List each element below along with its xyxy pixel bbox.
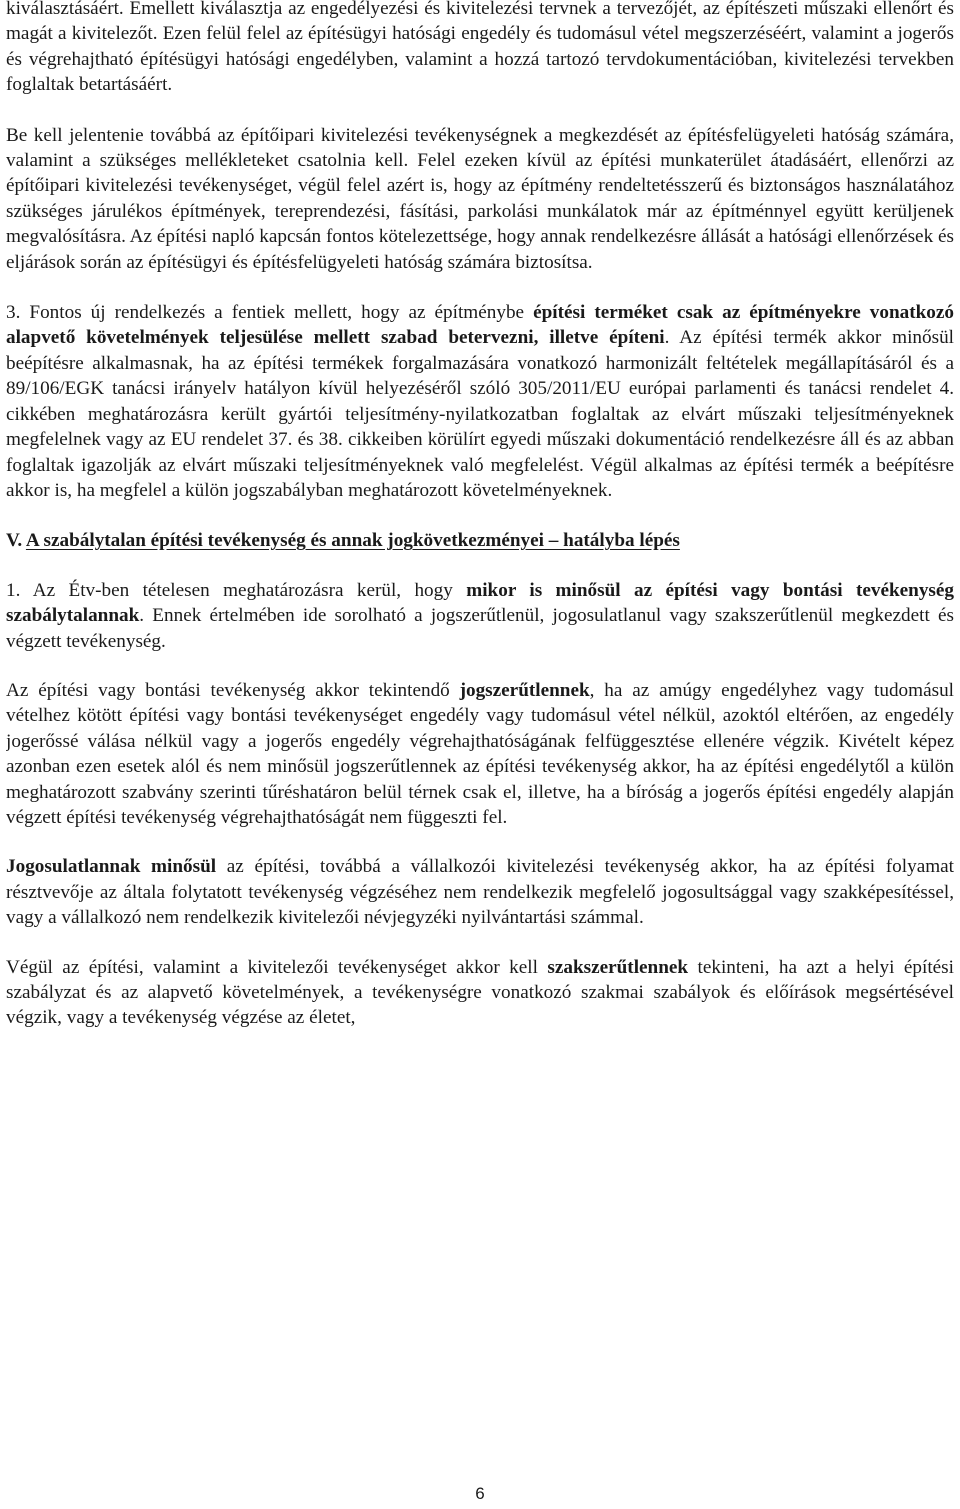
paragraph-text: 1. Az Étv-ben tételesen meghatározásra kerül, hogy [6,579,467,601]
bold-emphasis: mikor is minősül az építési vagy bontási tevékenység szabálytalannak [6,579,954,627]
paragraph-text: Végül az építési, valamint a kivitelezői tevékenységet akkor kell [6,956,548,978]
document-body [6,0,954,1055]
section-number: V. [6,530,26,552]
section-title: A szabálytalan építési tevékenység és annak jogkövetkezményei – hatályba lépés [25,530,680,552]
paragraph-text: . Az építési termék akkor minősül beépítésre alkalmasnak, ha az építési termékek forgalmazására vonatkozó harmonizált feltételek megállapításáról és a 89/106/EGK tanácsi irányelv hatályon kívül helyezéséről szóló 305/2011/EU európai parlamenti és tanácsi rendelet 4. cikkében meghatározásra került gyártói teljesítmény-nyilatkozatban foglaltak az elvárt műszaki teljesítményeknek megfelelnek vagy az EU rendelet 37. és 38. cikkeiben körülírt egyedi műszaki dokumentáció rendelkezésre áll és az abban foglaltak igazolják az elvárt műszaki teljesítményeknek való megfelelést. Végül alkalmas az építési termék a beépítésre akkor is, ha megfelel a külön jogszabályban meghatározott követelményeknek. [6,327,954,501]
paragraph-reporting-obligations [6,123,954,275]
paragraph-text: 3. Fontos új rendelkezés a fentiek mellett, hogy az építménybe [6,302,534,324]
section-heading [6,528,954,553]
page-number: 6 [475,1484,485,1503]
paragraph-intro-continued [6,0,954,98]
paragraph-unauthorized [6,854,954,930]
paragraph-text: kiválasztásáért. Emellett kiválasztja az engedélyezési és kivitelezési tervnek a tervezőjét, az építészeti műszaki ellenőrt és magát a kivitelezőt. Ezen felül felel az építésügyi hatósági engedély és tudomásul vétel megszerzéséért, valamint a jogerős és végrehajtható építésügyi hatósági engedélyben, valamint a hozzá tartozó tervdokumentációban, kivitelezési tervekben foglaltak betartásáért. [6,0,954,96]
paragraph-text: . Ennek értelmében ide sorolható a jogszerűtlenül, jogosulatlanul vagy szakszerűtlenül megkezdett és végzett tevékenység. [6,605,954,652]
paragraph-text: Az építési vagy bontási tevékenység akkor tekintendő [6,679,460,701]
bold-emphasis: szakszerűtlennek [547,956,689,978]
paragraph-construction-products [6,300,954,503]
bold-emphasis: építési terméket csak az építményekre vonatkozó alapvető követelmények teljesülése mellett szabad betervezni, illetve építeni [6,302,954,349]
bold-emphasis: Jogosulatlannak minősül [6,856,217,878]
bold-emphasis: jogszerűtlennek [459,679,590,701]
paragraph-text: tekinteni, ha azt a helyi építési szabályzat és az alapvető követelmények, a tevékenységre vonatkozó szakmai szabályok és előírások megsértésével végzik, vagy a tevékenység végzése az életet, [6,956,954,1029]
paragraph-unlawful [6,678,954,830]
document-page [6,0,954,1509]
paragraph-text: az építési, továbbá a vállalkozói kivitelezési tevékenység akkor, ha az építési folyamat résztvevője az általa folytatott tevékenység végzéséhez nem rendelkezik megfelelő jogosultsággal vagy szakképesítéssel, vagy a vállalkozó nem rendelkezik kivitelezői névjegyzéki nyilvántartási számmal. [6,856,954,929]
paragraph-text: Be kell jelentenie továbbá az építőipari kivitelezési tevékenységnek a megkezdését az építésfelügyeleti hatóság számára, valamint a szükséges mellékleteket csatolnia kell. Felel ezeken kívül az építési munkaterület átadásáért, ellenőrzi az építőipari kivitelezési tevékenységet, végül felel azért is, hogy az építmény rendeltetésszerű és biztonságos használatához szükséges járulékos építmények, tereprendezési, fásítási, parkolási munkálatok már az építménnyel együtt kerüljenek megvalósításra. Az építési napló kapcsán fontos kötelezettsége, hogy annak rendelkezésre állását a hatósági ellenőrzések és eljárások során az építésügyi és építésfelügyeleti hatóság számára biztosítsa. [6,124,954,273]
paragraph-unprofessional [6,955,954,1031]
paragraph-text: , ha az amúgy engedélyhez vagy tudomásul vételhez kötött építési vagy bontási tevékenységet engedély vagy tudomásul vétel nélkül, azoktól eltérően, az engedély jogerőssé válása nélkül vagy a jogerős engedély végrehajthatóságának felfüggesztése ellenére végzik. Kivételt képez azonban ezen esetek alól és nem minősül jogszerűtlennek az építési tevékenység akkor, ha az építési engedélytől a külön meghatározott szabvány szerinti tűréshatáron belül térnek csak el, illetve, ha a bíróság a jogerős építési engedély alapján végzett építési tevékenység végrehajthatóságát nem függeszti fel. [6,679,954,828]
paragraph-irregular-activity [6,578,954,654]
